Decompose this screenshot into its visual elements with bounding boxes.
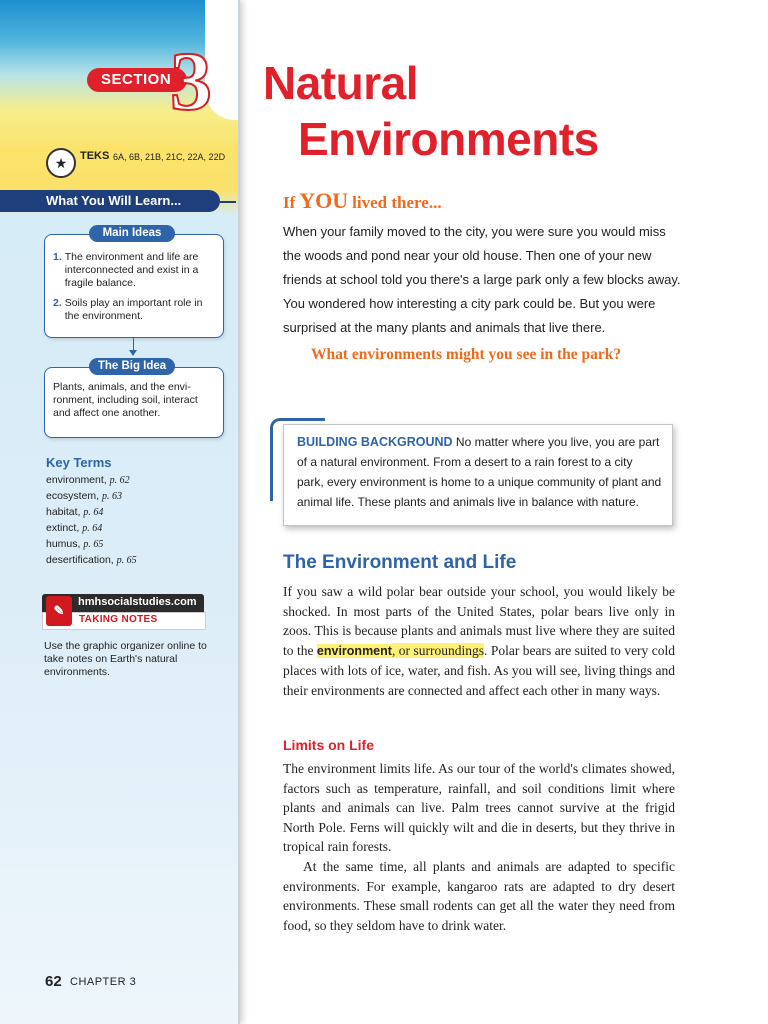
building-background-text: BUILDING BACKGROUND No matter where you live, you are part of a natural environment. From a desert to a rain forest to a city park, every environment is home to a unique community of plant and animal life. These plants and animals live in balance with nature. [297, 435, 662, 509]
texas-icon: ★ [46, 148, 76, 178]
page-title-line1: Natural [263, 57, 418, 109]
big-idea-title: The Big Idea [89, 358, 175, 375]
key-term-highlight: environment [316, 643, 392, 658]
key-term: desertification, p. 65 [46, 554, 137, 566]
hmh-taking-notes-link[interactable] [42, 594, 204, 630]
key-term: ecosystem, p. 63 [46, 490, 123, 502]
key-term: humus, p. 65 [46, 538, 104, 550]
page-title-line2: Environments [298, 113, 599, 165]
what-you-will-learn-label: What You Will Learn... [46, 193, 182, 208]
main-ideas-title: Main Ideas [89, 225, 175, 242]
hmh-taking-notes-label: TAKING NOTES [79, 614, 158, 625]
key-term: environment, p. 62 [46, 474, 130, 486]
section-heading: The Environment and Life [283, 552, 517, 573]
focus-question: What environments might you see in the park? [311, 346, 622, 363]
body-paragraph: At the same time, all plants and animals are adapted to specific environments. For example, kangaroo rats are adapted to dry desert environments. These small rodents can get all the water they need from food, so they seldom have to drink water. [283, 859, 675, 933]
body-paragraph: If you saw a wild polar bear outside your school, you would likely be shocked. In most parts of the United States, polar bears live only in zoos. This is because plants and animals must live where they are suited to the environment, or surroundings. Polar bears are suited to very cold places with lots of ice, water, and fish. As you will see, living things and their environments are connected and affect each other in many ways. [283, 584, 676, 698]
section-number: 3 [170, 35, 212, 128]
key-term: habitat, p. 64 [46, 506, 104, 518]
big-idea-box [44, 367, 224, 438]
arrow-down-icon [129, 350, 137, 356]
building-background-heading: BUILDING BACKGROUND [297, 435, 453, 449]
teks-codes: 6A, 6B, 21B, 21C, 22A, 22D [113, 152, 226, 162]
subsection-heading: Limits on Life [283, 737, 374, 753]
hmh-site-label: hmhsocialstudies.com [78, 596, 197, 608]
what-you-will-learn-bar [0, 190, 220, 212]
divider [220, 201, 236, 203]
key-terms-title: Key Terms [46, 455, 112, 470]
hmh-note: Use the graphic organizer online to take notes on Earth's natural environments. [44, 640, 207, 678]
main-idea-item: 2. Soils play an important role in the environment. [53, 297, 203, 322]
teks-label: TEKS [80, 150, 110, 162]
intro-paragraph: When your family moved to the city, you were sure you would miss the woods and pond near your old house. Then one of your new friends at school told you there's a large park only a few blocks away. You wondered how interesting a city park could be. But you were surprised at the many plants and animals that live there. [283, 224, 681, 335]
main-idea-item: 1. The environment and life are interconnected and exist in a fragile balance. [53, 251, 199, 289]
chapter-label: CHAPTER 3 [70, 976, 137, 988]
page-number: 62 [45, 973, 62, 990]
key-term: extinct, p. 64 [46, 522, 103, 534]
big-idea-text: Plants, animals, and the envi-ronment, including soil, interact and affect one another. [53, 381, 198, 419]
notes-icon: ✎ [46, 596, 72, 626]
body-paragraph: The environment limits life. As our tour of the world's climates showed, factors such as temperature, rainfall, and soil conditions limit where plants and animals can live. Palm trees cannot survive at the frigid North Pole. Ferns will quickly wilt and die in deserts, but they thrive in tropical rain forests. [283, 761, 675, 854]
main-ideas-box [44, 234, 224, 338]
definition-highlight: , or surroundings [391, 642, 484, 658]
if-you-lived-there: If YOU lived there... [283, 188, 442, 213]
section-label: SECTION [101, 71, 172, 88]
